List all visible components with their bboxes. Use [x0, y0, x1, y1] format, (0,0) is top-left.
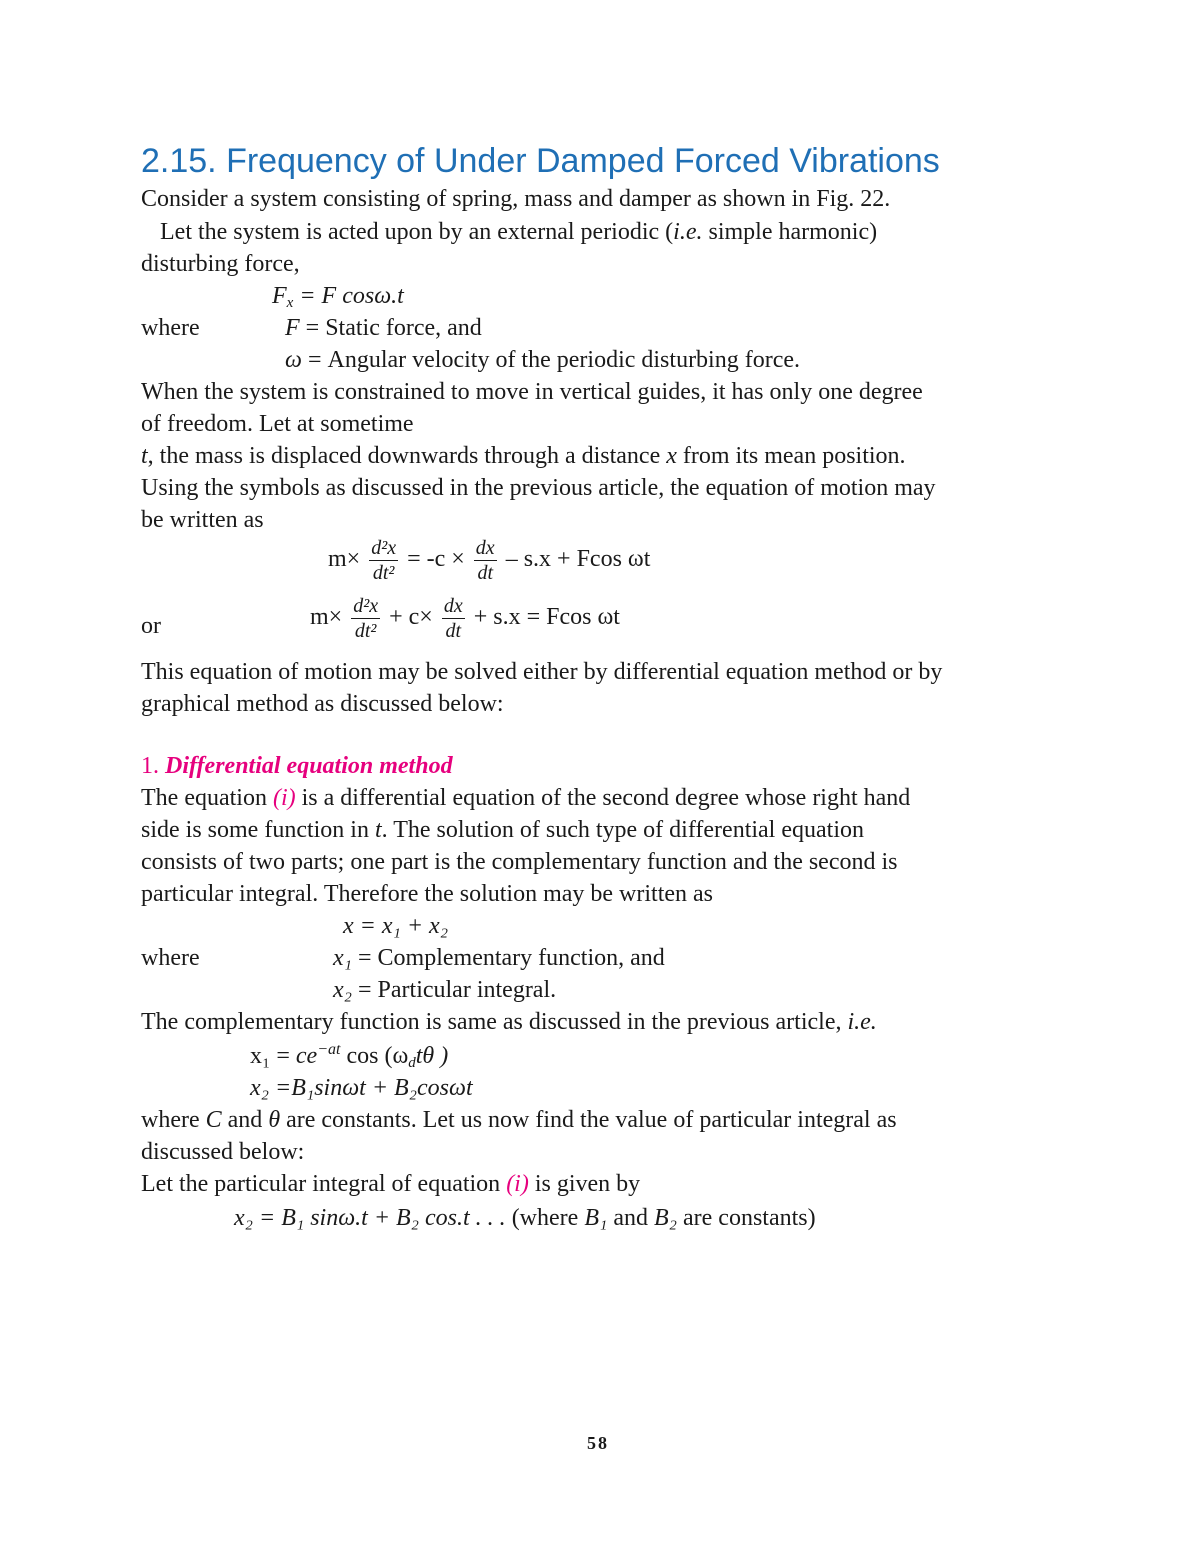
particular-definition: x₂ = Particular integral.	[333, 977, 557, 1003]
where-label: where	[141, 945, 200, 971]
subsection-heading: 1. Differential equation method	[141, 753, 453, 779]
complementary-function-line: The complementary function is same as discussed in the previous article, i.e.	[141, 1009, 877, 1035]
particular-integral-equation: x₂ = B₁ sinω.t + B₂ cos.t . . . (where B₁ and B₂ are constants)	[234, 1205, 816, 1231]
section-heading: 2.15. Frequency of Under Damped Forced Vibrations	[141, 142, 940, 180]
equation-of-motion-2: m× $\frac{\text{d²x}}{\text{dt²}}$ + c× $\frac{dx}{dt}$ + s.x = Fcos ωt	[310, 595, 620, 642]
x2-equation: x₂ =B₁sinωt + B₂cosωt	[250, 1075, 473, 1101]
symbols-line: Using the symbols as discussed in the previous article, the equation of motion may	[141, 475, 936, 501]
constraint-line-2: of freedom. Let at sometime	[141, 411, 414, 437]
force-equation: $F_x = F$ cosω.t	[272, 283, 404, 311]
differential-eq-line-1: The equation (i) is a differential equation of the second degree whose right hand	[141, 785, 911, 811]
particular-integral-intro: Let the particular integral of equation (i) is given by	[141, 1171, 641, 1197]
solution-methods-line-2: graphical method as discussed below:	[141, 691, 504, 717]
displacement-line: t, the mass is displaced downwards through a distance x from its mean position.	[141, 443, 906, 469]
first-derivative-fraction: $\frac{dx}{dt}$	[443, 595, 463, 642]
written-as-line: be written as	[141, 507, 264, 533]
periodic-force-line: Let the system is acted upon by an external periodic (i.e. simple harmonic)	[160, 219, 878, 245]
equation-reference: (i)	[272, 785, 296, 811]
solution-methods-line-1: This equation of motion may be solved either by differential equation method or by	[141, 659, 943, 685]
equation-reference: (i)	[506, 1171, 529, 1197]
differential-eq-line-4: particular integral. Therefore the solution may be written as	[141, 881, 714, 907]
general-solution-equation: x = x₁ + x₂	[343, 913, 449, 939]
page-number: 58	[587, 1433, 609, 1453]
or-label: or	[141, 613, 161, 639]
disturbing-force-line: disturbing force,	[141, 251, 300, 277]
constants-line-1: where C and θ are constants. Let us now find the value of particular integral as	[141, 1107, 897, 1133]
intro-paragraph: Consider a system consisting of spring, mass and damper as shown in Fig. 22.	[141, 186, 891, 212]
static-force-definition: F = Static force, and	[285, 315, 482, 341]
first-derivative-fraction: $\frac{dx}{dt}$	[475, 537, 495, 584]
second-derivative-fraction: $\frac{\text{d²x}}{\text{dt²}}$	[353, 595, 379, 642]
complementary-definition: x₁ = Complementary function, and	[333, 945, 665, 971]
angular-velocity-definition: ω = Angular velocity of the periodic disturbing force.	[285, 347, 801, 373]
where-label: where	[141, 315, 200, 341]
differential-eq-line-3: consists of two parts; one part is the complementary function and the second is	[141, 849, 898, 875]
constants-line-2: discussed below:	[141, 1139, 305, 1165]
differential-eq-line-2: side is some function in t. The solution of such type of differential equation	[141, 817, 864, 843]
equation-of-motion-1: m× $\frac{\text{d²x}}{\text{dt²}}$ = -c × $\frac{dx}{dt}$ – s.x + Fcos ωt	[328, 537, 651, 584]
second-derivative-fraction: $\frac{\text{d²x}}{\text{dt²}}$	[371, 537, 397, 584]
x1-equation: $x_1 = ce^{-at}$ $\cos (\omega_dt\theta$ )	[250, 1041, 449, 1071]
constraint-line-1: When the system is constrained to move in vertical guides, it has only one degree	[141, 379, 923, 405]
